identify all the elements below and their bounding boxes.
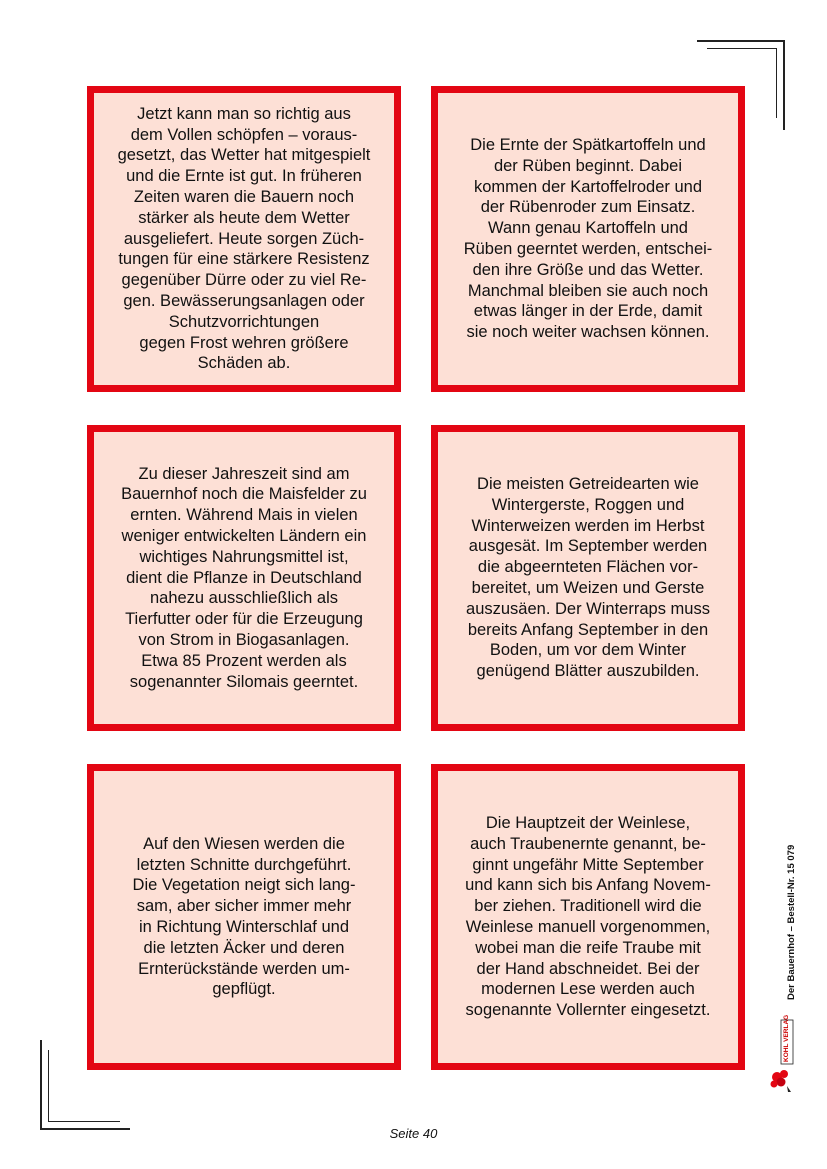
- info-card-5: [87, 764, 401, 1070]
- page-number: Seite 40: [389, 1126, 438, 1141]
- publication-info: Der Bauernhof – Bestell-Nr. 15 079: [786, 844, 797, 1000]
- card-text: Jetzt kann man so richtig aus dem Vollen schöpfen – voraus- gesetzt, das Wetter hat mitgespielt und die Ernte ist gut. In früheren Zeiten waren die Bauern noch stärker als heute dem Wetter ausgeliefert. Heute sorgen Züch- tungen für eine stärkere Resistenz gegenüber Dürre oder zu viel Re- gen. Bewässerungsanlagen oder Schutzvorrichtungen gegen Frost wehren größere Schäden ab.: [117, 104, 371, 373]
- publisher-logo-icon: [767, 1010, 797, 1095]
- card-text: Die Hauptzeit der Weinlese, auch Traubenernte genannt, be- ginnt ungefähr Mitte September und kann sich bis Anfang Novem- ber ziehen. Traditionell wird die Weinlese manuell vorgenommen, wobei man die reife Traube mit der Hand abschneidet. Bei der modernen Lese werden auch sogenannte Vollernter eingesetzt.: [465, 814, 711, 1020]
- info-card-6: [431, 764, 745, 1070]
- svg-text:KOHL VERLAG: KOHL VERLAG: [783, 1014, 790, 1062]
- card-text: Auf den Wiesen werden die letzten Schnitte durchgeführt. Die Vegetation neigt sich lang- sam, aber sicher immer mehr in Richtung Winterschlaf und die letzten Äcker und deren Ernterückstände werden um- gepflügt.: [132, 834, 356, 999]
- card-text: Die Ernte der Spätkartoffeln und der Rüben beginnt. Dabei kommen der Kartoffelroder und der Rübenroder zum Einsatz. Wann genau Kartoffeln und Rüben geerntet werden, entschei- den ihre Größe und das Wetter. Manchmal bleiben sie auch noch etwas länger in der Erde, damit sie noch weiter wachsen können.: [463, 136, 713, 342]
- info-card-1: [87, 86, 401, 392]
- card-text: Die meisten Getreidearten wie Wintergerste, Roggen und Winterweizen werden im Herbst ausgesät. Im September werden die abgeernteten Flächen vor- bereitet, um Weizen und Gerste auszusäen. Der Winterraps muss bereits Anfang September in den Boden, um vor dem Winter genügend Blätter auszubilden.: [466, 475, 710, 681]
- info-card-2: [431, 86, 745, 392]
- info-card-4: [431, 425, 745, 731]
- info-card-3: [87, 425, 401, 731]
- card-text: Zu dieser Jahreszeit sind am Bauernhof noch die Maisfelder zu ernten. Während Mais in vielen weniger entwickelten Ländern ein wichtiges Nahrungsmittel ist, dient die Pflanze in Deutschland nahezu ausschließlich als Tierfutter oder für die Erzeugung von Strom in Biogasanlagen. Etwa 85 Prozent werden als sogenannter Silomais geerntet.: [121, 464, 367, 691]
